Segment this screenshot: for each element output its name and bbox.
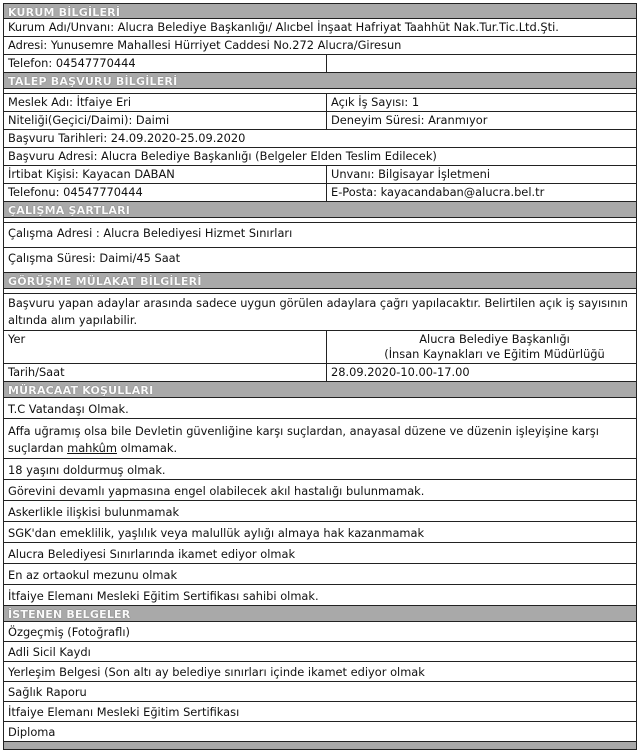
- kosul-row: [3, 419, 637, 459]
- nitelik: Niteliği(Geçici/Daimi): Daimi: [4, 112, 327, 129]
- belge-2: Adli Sicil Kaydı: [8, 645, 91, 659]
- kosul-2-text-a: Affa uğramış olsa bile Devletin güvenliğine karşı suçlardan, anayasal düzene ve düzenin işleyişine karşı suçlardan: [8, 424, 599, 455]
- irtibat-row: [3, 166, 637, 184]
- kosul-2: [4, 422, 636, 458]
- tarih-saat-label: Tarih/Saat: [4, 364, 327, 381]
- basvuru-tarihleri: Başvuru Tarihleri: 24.09.2020-25.09.2020: [8, 131, 246, 145]
- kosul-row: [3, 522, 637, 543]
- gorusme-aciklama: Başvuru yapan adaylar arasında sadece uygun görülen adaylara çağrı yapılacaktır. Belirtilen açık iş sayısının altında alım yapılabilir.: [8, 296, 628, 327]
- belge-5: İtfaiye Elemanı Mesleki Eğitim Sertifikası: [8, 705, 240, 719]
- yer-value-line-2: (İnsan Kaynakları ve Eğitim Müdürlüğü: [384, 347, 605, 361]
- belge-4: Sağlık Raporu: [8, 685, 87, 699]
- kurum-adi: Kurum Adı/Unvanı: Alucra Belediye Başkanlığı/ Alıcbel İnşaat Hafriyat Taahhüt Nak.Tur.Tic.Ltd.Şti.: [8, 20, 559, 34]
- acik-is-sayisi: Açık İş Sayısı: 1: [331, 95, 420, 109]
- kosul-row: [3, 480, 637, 501]
- kosul-4: Görevini devamlı yapmasına engel olabilecek akıl hastalığı bulunmamak.: [8, 484, 425, 498]
- yer-value-line-1: Alucra Belediye Başkanlığı: [419, 332, 570, 346]
- belge-row: [3, 662, 637, 682]
- empty-cell: [327, 55, 636, 72]
- kosul-6: SGK'dan emeklilik, yaşlılık veya malullük aylığı almaya hak kazanmamak: [8, 526, 425, 540]
- kosul-9: İtfaiye Elemanı Mesleki Eğitim Sertifikası sahibi olmak.: [8, 589, 319, 603]
- tarih-saat-row: [3, 364, 637, 382]
- gorusme-aciklama-row: [3, 294, 637, 331]
- section-header-calisma: [3, 202, 637, 218]
- kosul-7: Alucra Belediyesi Sınırlarında ikamet ediyor olmak: [8, 547, 296, 561]
- belge-3: Yerleşim Belgesi (Son altı ay belediye sınırları içinde ikamet ediyor olmak: [8, 665, 425, 679]
- calisma-suresi-row: [3, 248, 637, 273]
- kosul-2-text-c: olmamak.: [116, 441, 178, 455]
- section-title: TALEP BAŞVURU BİLGİLERİ: [8, 75, 178, 88]
- belge-row: [3, 642, 637, 662]
- meslek-adi: Meslek Adı: İtfaiye Eri: [4, 94, 327, 111]
- belge-6: Diploma: [8, 725, 56, 739]
- section-header-istenen: [3, 606, 637, 622]
- yer-row: [3, 331, 637, 364]
- section-header-gorusme: [3, 273, 637, 289]
- section-title: GÖRÜŞME MÜLAKAT BİLGİLERİ: [8, 275, 202, 288]
- section-header-cut-off: [3, 742, 637, 750]
- telefonu: Telefonu: 04547770444: [4, 184, 327, 201]
- job-posting-form: [3, 3, 637, 750]
- basvuru-tarihleri-row: [3, 130, 637, 148]
- meslek-row: [3, 94, 637, 112]
- section-title: ÇALIŞMA ŞARTLARI: [8, 204, 131, 217]
- kosul-8: En az ortaokul mezunu olmak: [8, 568, 178, 582]
- belge-1: Özgeçmiş (Fotoğraflı): [8, 625, 130, 639]
- kosul-3: 18 yaşını doldurmuş olmak.: [8, 463, 166, 477]
- kosul-row: [3, 459, 637, 480]
- basvuru-adresi: Başvuru Adresi: Alucra Belediye Başkanlığı (Belgeler Elden Teslim Edilecek): [8, 149, 437, 163]
- basvuru-adresi-row: [3, 148, 637, 166]
- kosul-5: Askerlikle ilişkisi bulunmamak: [8, 505, 180, 519]
- kosul-row: [3, 585, 637, 606]
- section-header-kurum: [3, 3, 637, 19]
- belge-row: [3, 722, 637, 742]
- e-posta: E-Posta: kayacandaban@alucra.bel.tr: [331, 185, 545, 199]
- nitelik-row: [3, 112, 637, 130]
- unvani: Unvanı: Bilgisayar İşletmeni: [331, 167, 491, 181]
- iletisim-row: [3, 184, 637, 202]
- kosul-row: [3, 398, 637, 419]
- kosul-row: [3, 501, 637, 522]
- calisma-adresi: Çalışma Adresi : Alucra Belediyesi Hizmet Sınırları: [8, 226, 293, 240]
- section-title: MÜRACAAT KOŞULLARI: [8, 384, 154, 397]
- kosul-row: [3, 543, 637, 564]
- section-title: İSTENEN BELGELER: [8, 608, 131, 621]
- section-header-muracaat: [3, 382, 637, 398]
- yer-label: Yer: [4, 331, 327, 363]
- irtibat-kisisi: İrtibat Kişisi: Kayacan DABAN: [4, 166, 327, 183]
- kosul-row: [3, 564, 637, 585]
- kurum-telefon-row: [3, 55, 637, 73]
- tarih-saat-value: 28.09.2020-10.00-17.00: [331, 365, 470, 379]
- kosul-2-text-b: mahkûm: [67, 441, 117, 455]
- kurum-adres: Adresi: Yunusemre Mahallesi Hürriyet Caddesi No.272 Alucra/Giresun: [8, 38, 402, 52]
- kurum-telefon: Telefon: 04547770444: [4, 55, 327, 72]
- belge-row: [3, 622, 637, 642]
- kurum-adi-row: [3, 19, 637, 37]
- yer-value: [327, 331, 636, 363]
- belge-row: [3, 682, 637, 702]
- section-title: KURUM BİLGİLERİ: [8, 6, 121, 18]
- belge-row: [3, 702, 637, 722]
- kurum-adres-row: [3, 37, 637, 55]
- deneyim-suresi: Deneyim Süresi: Aranmıyor: [331, 113, 488, 127]
- calisma-suresi: Çalışma Süresi: Daimi/45 Saat: [8, 251, 181, 265]
- kosul-1: T.C Vatandaşı Olmak.: [8, 402, 129, 416]
- calisma-adresi-row: [3, 223, 637, 248]
- section-header-talep: [3, 73, 637, 89]
